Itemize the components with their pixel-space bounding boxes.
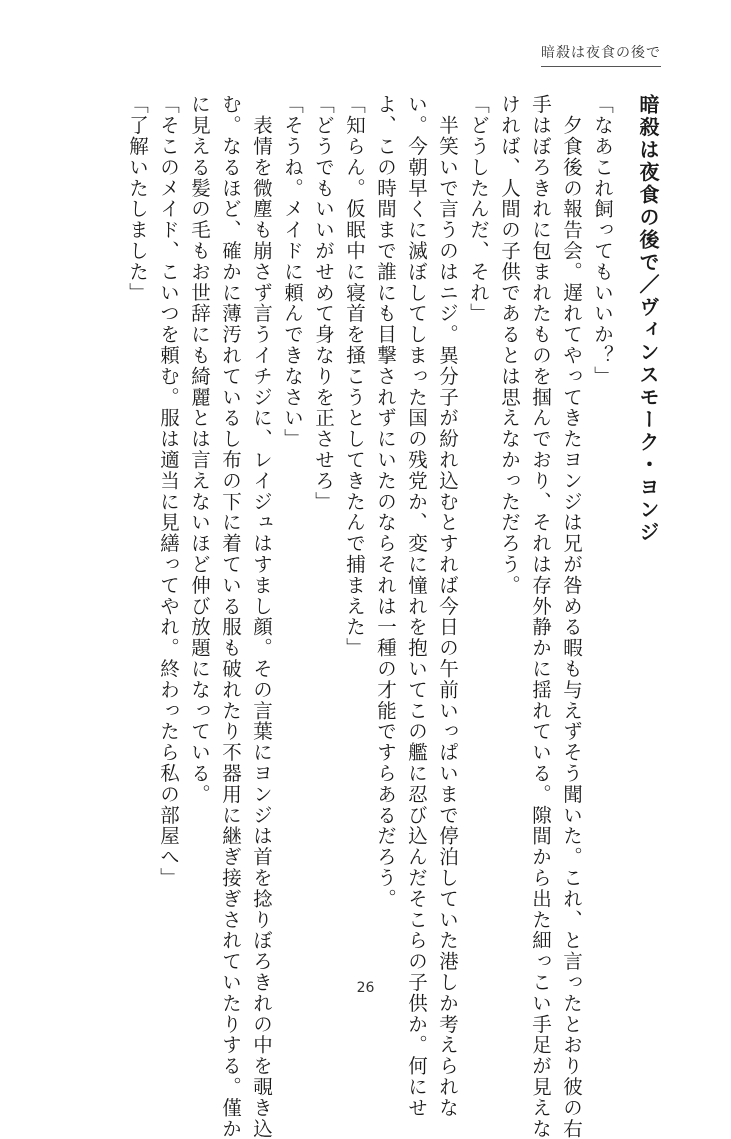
text-line: 「そこのメイド、こいつを頼む。服は適当に見繕ってやれ。終わったら私の部屋へ」 <box>157 94 180 889</box>
text-line: 表情を微塵も崩さず言うイチジに、レイジュはすまし顔。その言葉にヨンジは首を捻りぼろきれの中を覗き込 <box>250 94 273 1139</box>
text-line: 「なあこれ飼ってもいいか？」 <box>591 94 614 387</box>
text-line: 夕食後の報告会。遅れてやってきたヨンジは兄が咎める暇も与えずそう聞いた。これ、と言ったとおり彼の右 <box>560 94 583 1139</box>
text-line: よ、この時間まで誰にも目撃されずにいたのならそれは一種の才能ですらあるだろう。 <box>374 94 397 910</box>
text-line: む。なるほど、確かに薄汚れているし布の下に着ている服も破れたり不器用に継ぎ接ぎされていたりする。僅か <box>219 94 242 1139</box>
running-header: 暗殺は夜食の後で <box>541 42 661 67</box>
text-line: 「そうね。メイドに頼んできなさい」 <box>281 94 304 450</box>
text-line: 手はぼろきれに包まれたものを掴んでおり、それは存外静かに揺れている。隙間から出た細っこい手足が見えな <box>529 94 552 1139</box>
text-line: 半笑いで言うのはニジ。異分子が紛れ込むとすれば今日の午前いっぱいまで停泊していた港しか考えられな <box>436 94 459 1119</box>
text-line: ければ、人間の子供であるとは思えなかっただろう。 <box>498 94 521 596</box>
text-line: に見える髪の毛もお世辞にも綺麗とは言えないほど伸び放題になっている。 <box>188 94 211 805</box>
text-line: 「どうしたんだ、それ」 <box>467 94 490 324</box>
text-line: 「知らん。仮眠中に寝首を掻こうとしてきたんで捕まえた」 <box>343 94 366 659</box>
text-line: い。今朝早くに滅ぼしてしまった国の残党か、変に憧れを抱いてこの艦に忍び込んだそこらの子供か。何にせ <box>405 94 428 1119</box>
page-number: 26 <box>356 980 375 996</box>
story-title: 暗殺は夜食の後で／ヴィンスモーク・ヨンジ <box>636 94 660 544</box>
text-line: 「了解いたしました」 <box>126 94 149 303</box>
text-line: 「どうでもいいがせめて身なりを正させろ」 <box>312 94 335 512</box>
